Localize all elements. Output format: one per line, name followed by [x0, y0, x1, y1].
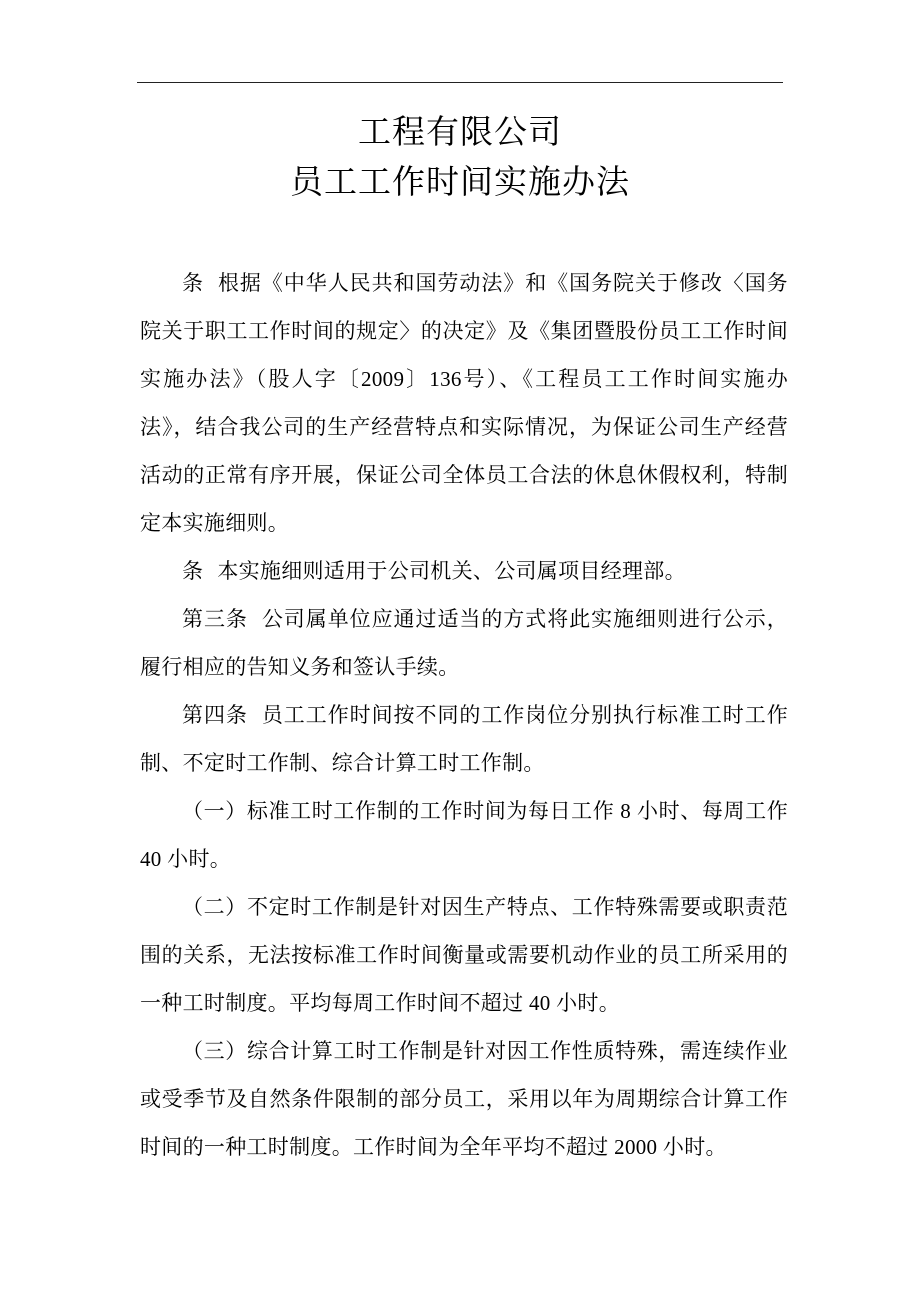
header-rule: [137, 82, 783, 83]
clause-text: （三）综合计算工时工作制是针对因工作性质特殊，需连续作业或受季节及自然条件限制的部分员工，采用以年为周期综合计算工作时间的一种工时制度。工作时间为全年平均不超过 2000 小时。: [140, 1039, 788, 1159]
article-text: 公司属单位应通过适当的方式将此实施细则进行公示，履行相应的告知义务和签认手续。: [140, 607, 788, 679]
article-label: 第三条: [182, 607, 248, 631]
document-body: [140, 259, 788, 1171]
article-label: 条: [182, 271, 204, 295]
article-paragraph: [140, 595, 788, 691]
document-title-company: 工程有限公司: [358, 115, 562, 151]
clause-paragraph: [140, 787, 788, 883]
article-text: 本实施细则适用于公司机关、公司属项目经理部。: [217, 559, 686, 583]
clause-paragraph: [140, 1027, 788, 1171]
article-text: 员工工作时间按不同的工作岗位分别执行标准工时工作制、不定时工作制、综合计算工时工作制。: [140, 703, 788, 775]
article-label: 第四条: [182, 703, 248, 727]
document-title-subject: 员工工作时间实施办法: [290, 165, 630, 201]
clause-paragraph: [140, 883, 788, 1027]
article-label: 条: [182, 559, 204, 583]
article-paragraph: [140, 547, 788, 595]
article-text: 根据《中华人民共和国劳动法》和《国务院关于修改〈国务院关于职工工作时间的规定〉的决定》及《集团暨股份员工工作时间实施办法》（股人字〔2009〕136号）、《工程员工工作时间实施办法》，结合我公司的生产经营特点和实际情况，为保证公司生产经营活动的正常有序开展，保证公司全体员工合法的休息休假权利，特制定本实施细则。: [140, 271, 788, 535]
clause-text: （一）标准工时工作制的工作时间为每日工作 8 小时、每周工作 40 小时。: [140, 799, 788, 871]
clause-text: （二）不定时工作制是针对因生产特点、工作特殊需要或职责范围的关系，无法按标准工作时间衡量或需要机动作业的员工所采用的一种工时制度。平均每周工作时间不超过 40 小时。: [140, 895, 788, 1015]
article-paragraph: [140, 691, 788, 787]
article-paragraph: [140, 259, 788, 547]
